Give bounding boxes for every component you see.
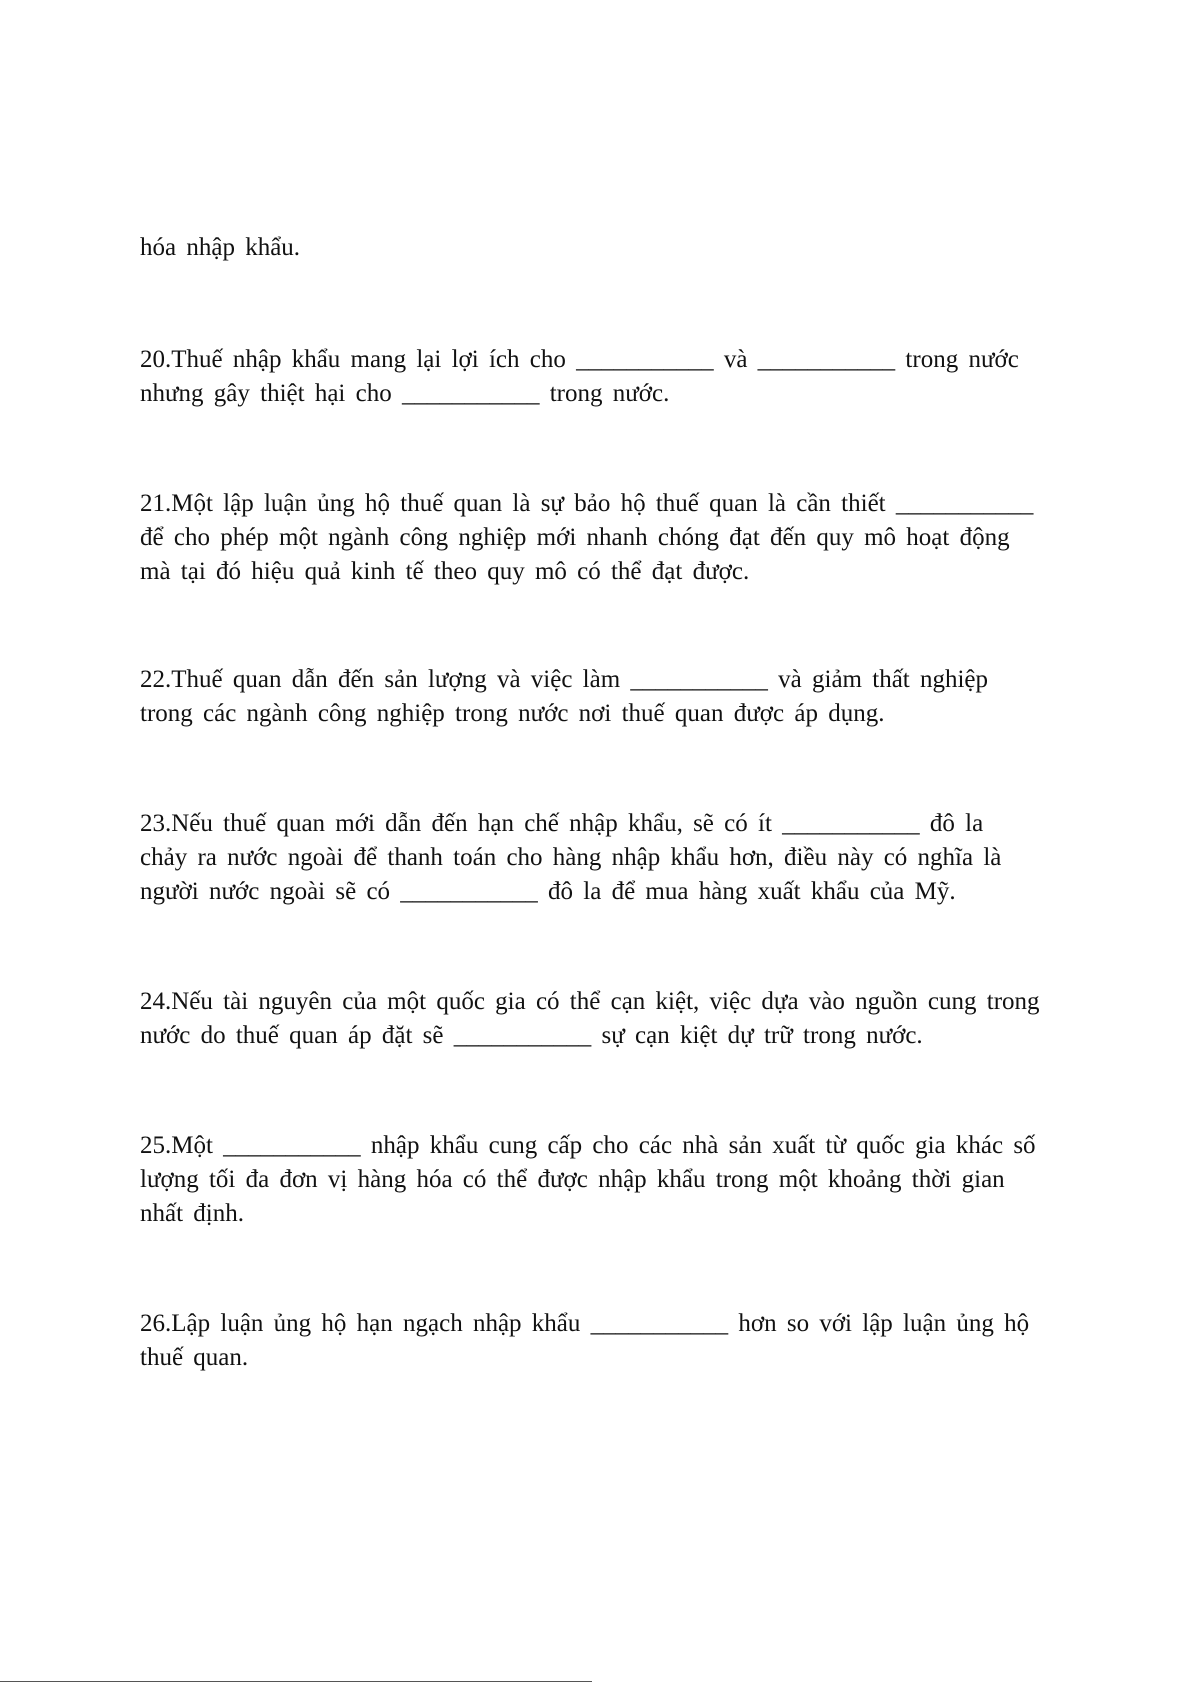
question-21-line-2: để cho phép một ngành công nghiệp mới nhanh chóng đạt đến quy mô hoạt động [140,524,1010,551]
question-21-line-3: mà tại đó hiệu quả kinh tế theo quy mô có thể đạt được. [140,558,750,585]
question-20-line-1: 20.Thuế nhập khẩu mang lại lợi ích cho ___________ và ___________ trong nước [140,346,1019,373]
question-25-line-2: lượng tối đa đơn vị hàng hóa có thể được nhập khẩu trong một khoảng thời gian [140,1166,1005,1193]
question-25-line-3: nhất định. [140,1200,244,1227]
text-line: hóa nhập khẩu. [140,234,301,261]
question-23-line-2: chảy ra nước ngoài để thanh toán cho hàng nhập khẩu hơn, điều này có nghĩa là [140,844,1002,871]
question-24-line-1: 24.Nếu tài nguyên của một quốc gia có thể cạn kiệt, việc dựa vào nguồn cung trong [140,988,1040,1015]
question-25-line-1: 25.Một ___________ nhập khẩu cung cấp cho các nhà sản xuất từ quốc gia khác số [140,1132,1036,1159]
question-26-line-1: 26.Lập luận ủng hộ hạn ngạch nhập khẩu ___________ hơn so với lập luận ủng hộ [140,1310,1030,1337]
question-21-line-1: 21.Một lập luận ủng hộ thuế quan là sự bảo hộ thuế quan là cần thiết ___________ [140,490,1034,517]
question-23-line-1: 23.Nếu thuế quan mới dẫn đến hạn chế nhập khẩu, sẽ có ít ___________ đô la [140,810,984,837]
question-20-line-2: nhưng gây thiệt hại cho ___________ trong nước. [140,380,670,407]
question-26-line-2: thuế quan. [140,1344,249,1371]
question-24-line-2: nước do thuế quan áp đặt sẽ ___________ sự cạn kiệt dự trữ trong nước. [140,1022,923,1049]
footer-divider [0,1681,592,1682]
question-22-line-2: trong các ngành công nghiệp trong nước nơi thuế quan được áp dụng. [140,700,885,727]
question-22-line-1: 22.Thuế quan dẫn đến sản lượng và việc làm ___________ và giảm thất nghiệp [140,666,989,693]
question-23-line-3: người nước ngoài sẽ có ___________ đô la để mua hàng xuất khẩu của Mỹ. [140,878,956,905]
